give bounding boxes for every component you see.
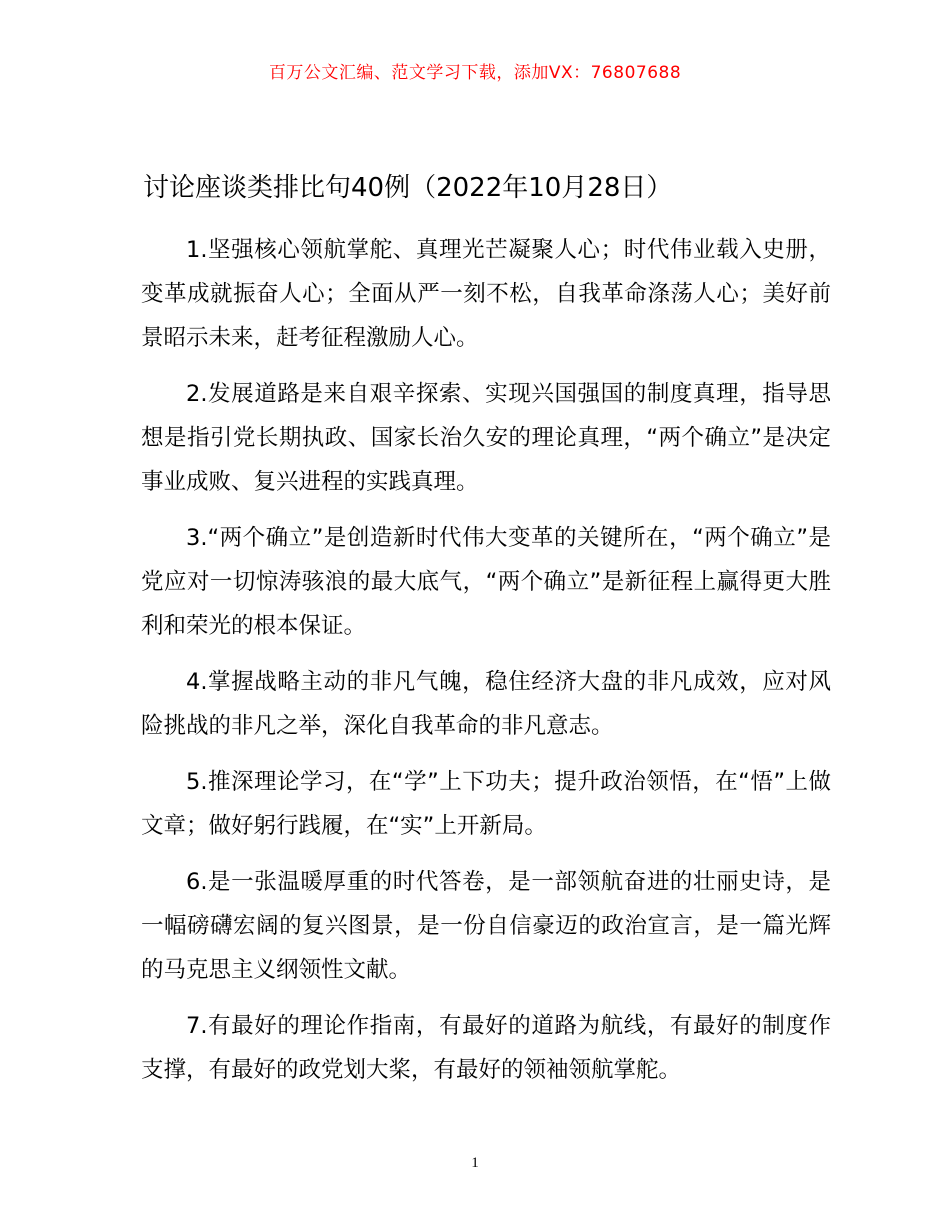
document-body <box>141 228 831 1104</box>
document-title: 讨论座谈类排比句40例（2022年10月28日） <box>143 173 673 203</box>
paragraph-3: 3.“两个确立”是创造新时代伟大变革的关键所在，“两个确立”是党应对一切惊涛骇浪的最大底气，“两个确立”是新征程上赢得更大胜利和荣光的根本保证。 <box>141 525 831 639</box>
header-promo-note: 百万公文汇编、范文学习下载，添加VX：76807688 <box>268 63 682 83</box>
paragraph-1: 1.坚强核心领航掌舵、真理光芒凝聚人心；时代伟业载入史册，变革成就振奋人心；全面从严一刻不松，自我革命涤荡人心；美好前景昭示未来，赶考征程激励人心。 <box>141 237 831 351</box>
paragraph-4: 4.掌握战略主动的非凡气魄，稳住经济大盘的非凡成效，应对风险挑战的非凡之举，深化自我革命的非凡意志。 <box>141 669 831 739</box>
paragraph-2: 2.发展道路是来自艰辛探索、实现兴国强国的制度真理，指导思想是指引党长期执政、国家长治久安的理论真理，“两个确立”是决定事业成败、复兴进程的实践真理。 <box>141 381 831 495</box>
page-number: 1 <box>471 1155 479 1171</box>
paragraph-6: 6.是一张温暖厚重的时代答卷，是一部领航奋进的壮丽史诗，是一幅磅礴宏阔的复兴图景，是一份自信豪迈的政治宣言，是一篇光辉的马克思主义纲领性文献。 <box>141 869 831 983</box>
paragraph-5: 5.推深理论学习，在“学”上下功夫；提升政治领悟，在“悟”上做文章；做好躬行践履，在“实”上开新局。 <box>141 769 831 839</box>
paragraph-7: 7.有最好的理论作指南，有最好的道路为航线，有最好的制度作支撑，有最好的政党划大桨，有最好的领袖领航掌舵。 <box>141 1013 831 1083</box>
